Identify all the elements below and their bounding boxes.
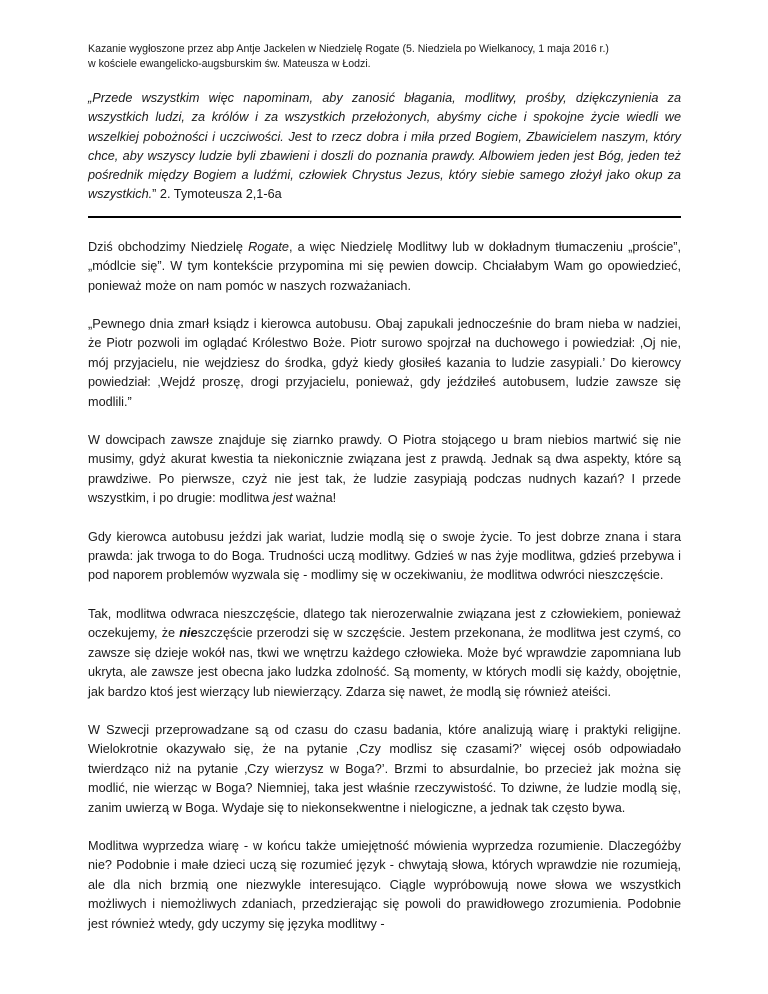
emphasis-jest: jest (272, 491, 293, 506)
scripture-quote (88, 89, 681, 205)
quote-reference: 2. Tymoteusza 2,1-6a (159, 187, 282, 202)
paragraph-text: , a więc Niedzielę Modlitwy lub w dokładnym tłumaczeniu „proście”, „módlcie się”. W tym kontekście przypomina mi się pewien dowcip. Chciałabym Wam go opowiedzieć, ponieważ może on nam pomóc w naszych rozważaniach. (88, 239, 681, 293)
sermon-header (88, 42, 681, 71)
paragraph-3 (88, 431, 681, 509)
paragraph-1 (88, 238, 681, 296)
sermon-body (88, 238, 681, 934)
emphasis-rogate: Rogate (248, 239, 289, 254)
paragraph-5 (88, 605, 681, 702)
quote-text: „Przede wszystkim więc napominam, aby zanosić błagania, modlitwy, prośby, dziękczynienia za wszystkich ludzi, za królów i za wszystkich przełożonych, abyśmy ciche i spokojne życie wiedli we wszelkiej pobożności i uczciwości. Jest to rzecz dobra i miła przed Bogiem, Zbawicielem naszym, który chce, aby wszyscy ludzie byli zbawieni i doszli do poznania prawdy. Albowiem jeden jest Bóg, jeden też pośrednik między Bogiem a ludźmi, człowiek Chrystus Jezus, który siebie samego złożył jako okup za wszystkich. (88, 91, 681, 202)
paragraph-text: Dziś obchodzimy Niedzielę (88, 239, 249, 254)
paragraph-2: „Pewnego dnia zmarł ksiądz i kierowca autobusu. Obaj zapukali jednocześnie do bram nieba w nadziei, że Piotr pozwoli im oglądać Królestwo Boże. Piotr surowo spojrzał na duchowego i powiedział: ‚Oj nie, mój przyjacielu, nie wejdziesz do środka, gdyż kiedy głosiłeś kazania to ludzie zasypiali.’ Do kierowcy powiedział: ‚Wejdź proszę, drogi przyjacielu, ponieważ, gdy jeździłeś autobusem, ludzie zawsze się modlili.” (88, 317, 681, 409)
paragraph-text: W dowcipach zawsze znajduje się ziarnko prawdy. O Piotra stojącego u bram niebios martwić się nie musimy, gdyż akurat kwestia ta niekonicznie związana jest z prawdą. Jednak są dwa aspekty, które są prawdziwe. Po pierwsze, czyż nie jest tak, że ludzie zasypiają podczas nudnych kazań? I przede wszystkim, i po drugie: modlitwa (88, 433, 681, 506)
paragraph-7: Modlitwa wyprzedza wiarę - w końcu także umiejętność mówienia wyprzedza rozumienie. Dlaczegóżby nie? Podobnie i małe dzieci uczą się rozumieć język - chwytają słowa, których wprawdzie nie rozumieją, ale dla nich brzmią one niezwykle interesująco. Ciągle wypróbowują nowe słowa we wszystkich możliwych i niemożliwych zdaniach, przedzierając się powoli do prawidłowego zrozumienia. Podobnie jest również wtedy, gdy uczymy się języka modlitwy - (88, 838, 681, 931)
document-page (88, 0, 681, 953)
quote-close: ” (152, 187, 160, 202)
header-line-1: Kazanie wygłoszone przez abp Antje Jackelen w Niedzielę Rogate (5. Niedziela po Wielkanocy, 1 maja 2016 r.) (88, 43, 609, 55)
header-line-2: w kościele ewangelicko-augsburskim św. Mateusza w Łodzi. (88, 57, 371, 70)
section-divider (88, 216, 681, 218)
paragraph-text: szczęście przerodzi się w szczęście. Jestem przekonana, że modlitwa jest czymś, co zawsze się dzieje wokół nas, tkwi we wnętrzu każdego człowieka. Może być wprawdzie zapomniana lub ukryta, ale zawsze jest obecna jako ludzka zdolność. Są momenty, w których modli się każdy, obojętnie, jak bardzo ktoś jest wierzący lub niewierzący. Zdarza się nawet, że modlą się również ateiści. (88, 626, 681, 699)
paragraph-text: ważna! (292, 491, 337, 506)
paragraph-text: Tak, modlitwa odwraca nieszczęście, dlatego tak nierozerwalnie związana jest z człowiekiem, ponieważ oczekujemy, że (88, 606, 681, 641)
paragraph-4: Gdy kierowca autobusu jeździ jak wariat, ludzie modlą się o swoje życie. To jest dobrze znana i stara prawda: jak trwoga to do Boga. Trudności uczą modlitwy. Gdzieś w nas żyje modlitwa, gdzieś przebywa i pod naporem problemów wyzwala się - modlimy się w oczekiwaniu, że modlitwa odwróci nieszczęście. (88, 529, 681, 583)
emphasis-nie: nie (179, 626, 198, 641)
paragraph-6: W Szwecji przeprowadzane są od czasu do czasu badania, które analizują wiarę i praktyki religijne. Wielokrotnie okazywało się, że na pytanie ‚Czy modlisz się czasami?’ więcej osób odpowiadało twierdząco niż na pytanie ‚Czy wierzysz w Boga?’. Brzmi to absurdalnie, bo przecież jak można się modlić, nie wierząc w Boga? Niemniej, taka jest właśnie rzeczywistość. To dziwne, że ludzie modlą się, zanim uwierzą w Boga. Wydaje się to niekonsekwentne i nielogiczne, a jednak tak często bywa. (88, 722, 681, 815)
